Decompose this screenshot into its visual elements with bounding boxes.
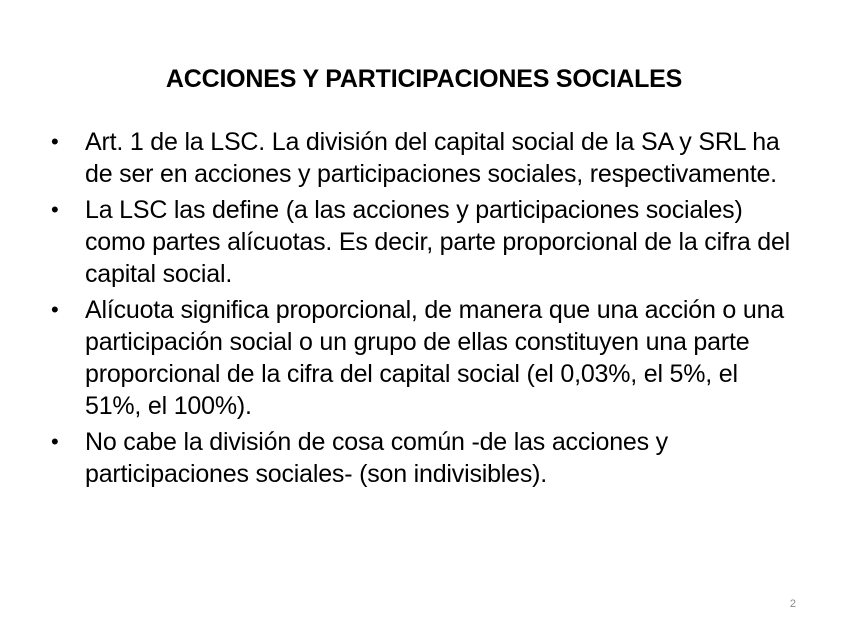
bullet-dot-icon: • bbox=[51, 129, 59, 154]
bullet-item bbox=[48, 294, 793, 422]
page-number: 2 bbox=[789, 598, 796, 610]
bullet-text: Art. 1 de la LSC. La división del capital social de la SA y SRL ha de ser en acciones y participaciones sociales, respectivamente. bbox=[85, 128, 780, 188]
bullet-dot-icon: • bbox=[51, 429, 59, 454]
bullet-text: No cabe la división de cosa común -de las acciones y participaciones sociales- (son indivisibles). bbox=[85, 428, 668, 488]
bullet-item bbox=[48, 194, 793, 290]
slide-title: ACCIONES Y PARTICIPACIONES SOCIALES bbox=[165, 65, 683, 93]
bullet-dot-icon: • bbox=[51, 197, 59, 222]
bullet-item bbox=[48, 126, 793, 190]
bullet-item bbox=[48, 426, 793, 490]
bullet-dot-icon: • bbox=[51, 297, 59, 322]
bullet-text: Alícuota significa proporcional, de manera que una acción o una participación social o un grupo de ellas constituyen una parte proporcional de la cifra del capital social (el 0,03%, el 5%, el 51%, el 100%). bbox=[85, 296, 784, 420]
bullet-list bbox=[48, 126, 793, 494]
bullet-text: La LSC las define (a las acciones y participaciones sociales) como partes alícuotas. Es decir, parte proporcional de la cifra del capital social. bbox=[85, 196, 791, 288]
